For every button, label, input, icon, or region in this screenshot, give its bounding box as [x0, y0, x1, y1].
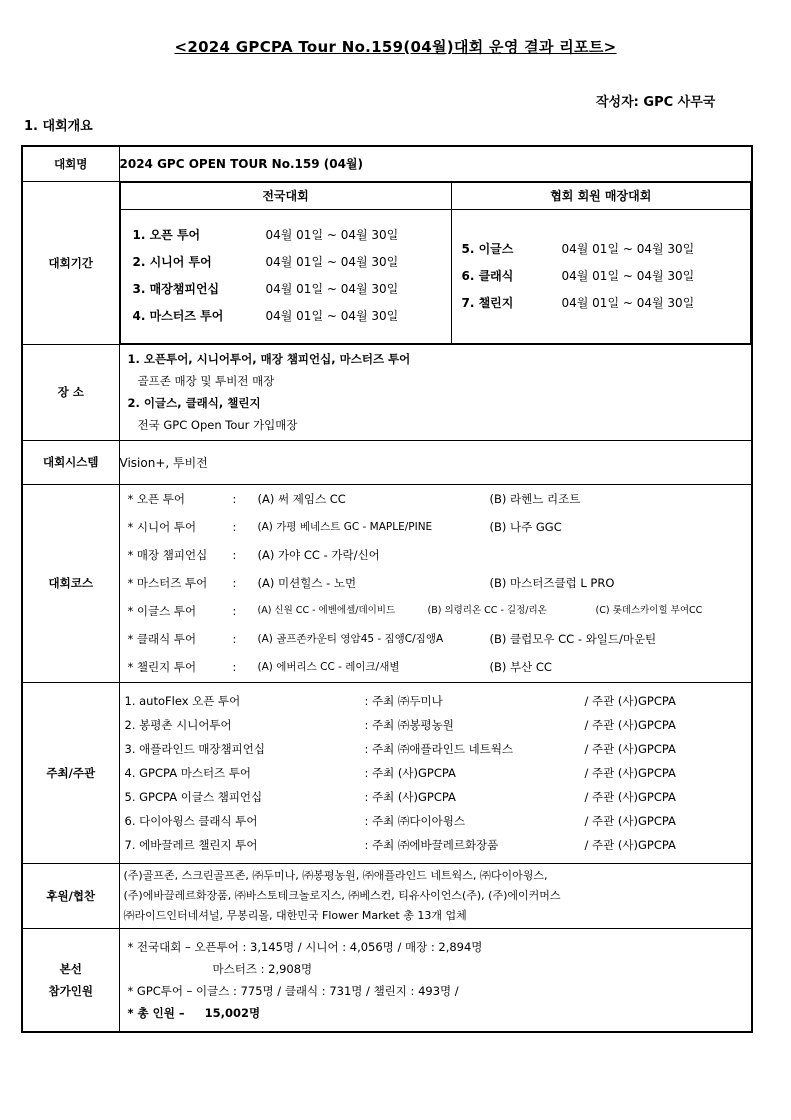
- period-item-date: 04월 01일 ~ 04월 30일: [265, 227, 399, 242]
- course-tour: * 오픈 투어: [127, 492, 185, 506]
- course-colon: :: [232, 520, 237, 534]
- host-supervisor: / 주관 (사)GPCPA: [584, 765, 676, 780]
- label-system: 대회시스템: [22, 440, 119, 484]
- course-b: (B) 라헨느 리조트: [489, 492, 581, 506]
- period-item-date: 04월 01일 ~ 04월 30일: [561, 241, 695, 256]
- host-cell: [119, 682, 752, 863]
- period-item-name: 2. 시니어 투어: [132, 254, 212, 269]
- host-row: [120, 809, 752, 833]
- period-item: [133, 276, 451, 303]
- course-a: (A) 골프존카운티 영암45 - 짐앵C/짐앵A: [257, 633, 444, 645]
- participants-total: * 총 인원 – 15,002명: [127, 1005, 261, 1020]
- period-item-date: 04월 01일 ~ 04월 30일: [561, 295, 695, 310]
- course-tour: * 클래식 투어: [127, 632, 197, 646]
- label-period: 대회기간: [22, 181, 119, 344]
- course-a: (A) 가야 CC - 가락/신어: [257, 548, 380, 562]
- member-period-list: [451, 209, 751, 343]
- period-item: [462, 236, 751, 263]
- overview-table: [21, 145, 753, 1033]
- host-supervisor: / 주관 (사)GPCPA: [584, 693, 676, 708]
- row-host: [22, 682, 752, 863]
- host-tour: 7. 에바끌레르 챌린지 투어: [124, 837, 258, 852]
- venue-cell: [119, 344, 752, 440]
- sponsor-line: (주)골프존, 스크린골프존, ㈜두미나, ㈜봉평농원, ㈜애플라인드 네트웍스, ㈜다이아윙스,: [123, 868, 548, 882]
- period-item-name: 7. 챌린지: [461, 295, 514, 310]
- national-header: 전국대회: [120, 182, 451, 209]
- host-row: [120, 713, 752, 737]
- competition-name-value: 2024 GPC OPEN TOUR No.159 (04월): [119, 146, 752, 181]
- period-item: [462, 290, 751, 317]
- course-row: [120, 485, 752, 513]
- sponsor-line: ㈜라이드인터네셔널, 무봉리몰, 대한민국 Flower Market 총 13개 업체: [123, 908, 467, 922]
- host-tour: 3. 애플라인드 매장챔피언십: [124, 741, 265, 756]
- label-competition-name: 대회명: [22, 146, 119, 181]
- label-host: 주최/주관: [22, 682, 119, 863]
- course-row: [120, 597, 752, 625]
- period-cell: [119, 181, 752, 344]
- label-course: 대회코스: [22, 484, 119, 682]
- period-item: [133, 249, 451, 276]
- host-supervisor: / 주관 (사)GPCPA: [584, 789, 676, 804]
- host-organizer: : 주최 (사)GPCPA: [364, 765, 456, 780]
- period-item: [133, 303, 451, 330]
- course-b: (B) 의령리온 CC - 길정/리온: [427, 605, 547, 616]
- sponsor-line: (주)에바끌레르화장품, ㈜바스토테크놀로지스, ㈜베스컨, 티유사이언스(주), (주)에이커머스: [123, 888, 561, 902]
- host-supervisor: / 주관 (사)GPCPA: [584, 741, 676, 756]
- period-item-name: 3. 매장챔피언십: [132, 281, 220, 296]
- participants-line: 마스터즈 : 2,908명: [212, 961, 313, 976]
- participants-line: * 전국대회 – 오픈투어 : 3,145명 / 시니어 : 4,056명 / 매장 : 2,894명: [127, 939, 483, 954]
- label-participants-1: 본선: [59, 961, 82, 976]
- course-c: (C) 롯데스카이힐 부여CC: [595, 605, 703, 616]
- host-organizer: : 주최 ㈜두미나: [364, 693, 443, 708]
- period-subtable: [120, 182, 752, 344]
- label-sponsor: 후원/협찬: [22, 863, 119, 928]
- course-tour: * 시니어 투어: [127, 520, 197, 534]
- course-colon: :: [232, 548, 237, 562]
- host-organizer: : 주최 ㈜애플라인드 네트웍스: [364, 741, 514, 756]
- participants-cell: [119, 928, 752, 1032]
- host-row: [120, 761, 752, 785]
- host-supervisor: / 주관 (사)GPCPA: [584, 813, 676, 828]
- course-row: [120, 513, 752, 541]
- row-period: [22, 181, 752, 344]
- period-item: [462, 263, 751, 290]
- host-organizer: : 주최 ㈜에바끌레르화장품: [364, 837, 499, 852]
- host-row: [120, 737, 752, 761]
- course-tour: * 챌린지 투어: [127, 660, 197, 674]
- course-row: [120, 653, 752, 681]
- participants-line: * GPC투어 – 이글스 : 775명 / 클래식 : 731명 / 챌린지 : 493명 /: [127, 983, 459, 998]
- course-b: (B) 마스터즈클럽 L PRO: [489, 576, 615, 590]
- course-colon: :: [232, 632, 237, 646]
- label-participants: [22, 928, 119, 1032]
- period-item-name: 6. 클래식: [461, 268, 514, 283]
- course-a: (A) 신원 CC - 에벤에셀/데이비드: [257, 605, 396, 616]
- host-supervisor: / 주관 (사)GPCPA: [584, 837, 676, 852]
- host-tour: 1. autoFlex 오픈 투어: [124, 693, 241, 708]
- row-competition-name: [22, 146, 752, 181]
- sponsor-cell: [119, 863, 752, 928]
- course-colon: :: [232, 660, 237, 674]
- period-item-name: 4. 마스터즈 투어: [132, 308, 224, 323]
- row-venue: [22, 344, 752, 440]
- venue-line: 1. 오픈투어, 시니어투어, 매장 챔피언십, 마스터즈 투어: [127, 352, 411, 366]
- row-sponsor: [22, 863, 752, 928]
- course-row: [120, 541, 752, 569]
- national-period-list: [120, 209, 451, 343]
- period-item-date: 04월 01일 ~ 04월 30일: [265, 308, 399, 323]
- course-colon: :: [232, 604, 237, 618]
- course-tour: * 이글스 투어: [127, 604, 197, 618]
- row-course: [22, 484, 752, 682]
- course-colon: :: [232, 492, 237, 506]
- course-a: (A) 가평 베네스트 GC - MAPLE/PINE: [257, 521, 433, 533]
- course-b: (B) 나주 GGC: [489, 520, 562, 534]
- period-item-name: 1. 오픈 투어: [132, 227, 201, 242]
- period-item-date: 04월 01일 ~ 04월 30일: [265, 254, 399, 269]
- label-venue: 장 소: [22, 344, 119, 440]
- member-header: 협회 회원 매장대회: [451, 182, 751, 209]
- period-item-date: 04월 01일 ~ 04월 30일: [265, 281, 399, 296]
- venue-line: 골프존 매장 및 투비전 매장: [137, 374, 275, 388]
- course-a: (A) 미션힐스 - 노먼: [257, 576, 357, 590]
- course-tour: * 매장 챔피언십: [127, 548, 208, 562]
- row-participants: [22, 928, 752, 1032]
- host-tour: 6. 다이아윙스 클래식 투어: [124, 813, 258, 828]
- course-cell: [119, 484, 752, 682]
- host-tour: 4. GPCPA 마스터즈 투어: [124, 765, 252, 780]
- course-a: (A) 에버리스 CC - 레이크/새별: [257, 661, 400, 673]
- row-system: [22, 440, 752, 484]
- label-participants-2: 참가인원: [48, 983, 93, 998]
- host-organizer: : 주최 ㈜봉평농원: [364, 717, 454, 732]
- host-row: [120, 785, 752, 809]
- course-tour: * 마스터즈 투어: [127, 576, 208, 590]
- course-row: [120, 625, 752, 653]
- host-row: [120, 689, 752, 713]
- host-supervisor: / 주관 (사)GPCPA: [584, 717, 676, 732]
- report-title: <2024 GPCPA Tour No.159(04월)대회 운영 결과 리포트>: [174, 38, 617, 56]
- host-tour: 5. GPCPA 이글스 챔피언십: [124, 789, 263, 804]
- venue-line: 전국 GPC Open Tour 가입매장: [137, 418, 298, 432]
- system-value: Vision+, 투비전: [119, 440, 752, 484]
- section-heading: 1. 대회개요: [24, 119, 93, 134]
- course-b: (B) 클럽모우 CC - 와일드/마운틴: [489, 632, 657, 646]
- course-a: (A) 써 제임스 CC: [257, 492, 346, 506]
- host-row: [120, 833, 752, 857]
- period-item-name: 5. 이글스: [461, 241, 514, 256]
- author-label: 작성자: GPC 사무국: [596, 95, 716, 110]
- period-item: [133, 222, 451, 249]
- course-colon: :: [232, 576, 237, 590]
- course-b: (B) 부산 CC: [489, 660, 552, 674]
- venue-line: 2. 이글스, 클래식, 챌린지: [127, 396, 261, 410]
- host-tour: 2. 봉평촌 시니어투어: [124, 717, 232, 732]
- host-organizer: : 주최 (사)GPCPA: [364, 789, 456, 804]
- host-organizer: : 주최 ㈜다이아윙스: [364, 813, 465, 828]
- course-row: [120, 569, 752, 597]
- period-item-date: 04월 01일 ~ 04월 30일: [561, 268, 695, 283]
